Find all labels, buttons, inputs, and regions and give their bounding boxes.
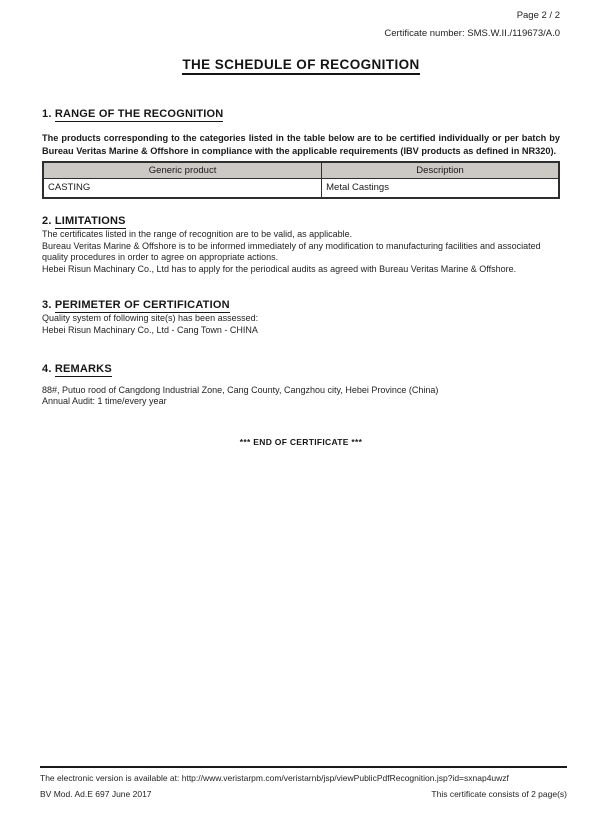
products-table bbox=[42, 161, 560, 199]
page-number: Page 2 / 2 bbox=[516, 10, 560, 21]
header-meta bbox=[42, 6, 560, 39]
cell-description: Metal Castings bbox=[322, 179, 559, 199]
limitations-paragraph-3: Hebei Risun Machinary Co., Ltd has to apply for the periodical audits as agreed with Bureau Veritas Marine & Offshore. bbox=[42, 263, 517, 274]
cell-generic-product: CASTING bbox=[43, 179, 322, 199]
column-header-generic-product: Generic product bbox=[43, 162, 322, 179]
remarks-text-block bbox=[42, 385, 560, 407]
electronic-version-note: The electronic version is available at: http://www.veristarpm.com/veristarnb/jsp/viewPublicPdfRecognition.jsp?id=sxnap4uwzf bbox=[40, 773, 509, 783]
perimeter-paragraph-1: Quality system of following site(s) has been assessed: bbox=[42, 313, 259, 323]
section-heading-range bbox=[42, 108, 560, 122]
section-heading-text: PERIMETER OF CERTIFICATION bbox=[54, 299, 230, 311]
page-count-note: This certificate consists of 2 page(s) bbox=[431, 789, 567, 799]
column-header-description: Description bbox=[322, 162, 559, 179]
footer bbox=[40, 766, 567, 799]
section-number: 4. bbox=[42, 363, 52, 375]
section-heading-limitations bbox=[42, 215, 560, 229]
section-limitations bbox=[42, 215, 560, 275]
section-number: 3. bbox=[42, 299, 52, 311]
form-reference: BV Mod. Ad.E 697 June 2017 bbox=[40, 789, 152, 799]
certificate-number: Certificate number: SMS.W.II./119673/A.0 bbox=[384, 28, 560, 39]
section-heading-remarks bbox=[42, 363, 560, 377]
end-of-certificate-marker: *** END OF CERTIFICATE *** bbox=[239, 437, 363, 447]
section-perimeter-of-certification bbox=[42, 299, 560, 336]
table-row bbox=[43, 179, 559, 199]
section-remarks bbox=[42, 363, 560, 407]
footer-bottom-row bbox=[40, 789, 567, 799]
section-heading-text: REMARKS bbox=[54, 363, 112, 375]
section-heading-text: LIMITATIONS bbox=[54, 215, 126, 227]
section-heading-text: RANGE OF THE RECOGNITION bbox=[54, 108, 224, 120]
remarks-line-address: 88#, Putuo rood of Cangdong Industrial Zone, Cang County, Cangzhou city, Hebei Province (China) bbox=[42, 385, 439, 395]
perimeter-paragraph-2: Hebei Risun Machinary Co., Ltd - Cang Town - CHINA bbox=[42, 324, 258, 335]
limitations-paragraph-2: Bureau Veritas Marine & Offshore is to be informed immediately of any modification to manufacturing facilities and associated quality procedures in order to agree on appropriate actions. bbox=[42, 240, 541, 262]
remarks-line-audit: Annual Audit: 1 time/every year bbox=[42, 396, 167, 406]
page-title bbox=[42, 57, 560, 75]
section-heading-perimeter bbox=[42, 299, 560, 313]
limitations-paragraph-1: The certificates listed in the range of recognition are to be valid, as applicable. bbox=[42, 229, 353, 239]
section-range-of-recognition bbox=[42, 108, 560, 199]
page-title-text: THE SCHEDULE OF RECOGNITION bbox=[182, 57, 419, 75]
section-number: 1. bbox=[42, 108, 52, 120]
section-number: 2. bbox=[42, 215, 52, 227]
products-table-header-row bbox=[43, 162, 559, 179]
range-intro-paragraph: The products corresponding to the categories listed in the table below are to be certified individually or per batch by Bureau Veritas Marine & Offshore in compliance with the applicable requirements (IBV products as defined in NR320). bbox=[42, 133, 560, 156]
